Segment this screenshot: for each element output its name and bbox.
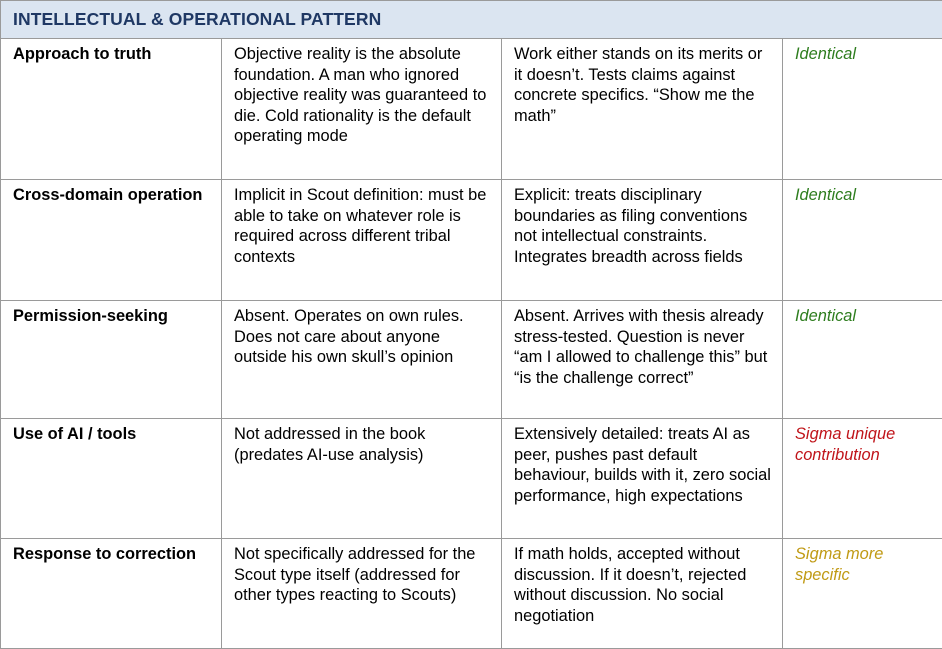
sigma-cell: Absent. Arrives with thesis already stress-tested. Question is never “am I allowed to challenge this” but “is the challenge correct” — [502, 301, 783, 419]
row-label: Response to correction — [1, 539, 222, 649]
table-row — [1, 39, 942, 180]
sigma-cell: If math holds, accepted without discussion. If it doesn’t, rejected without discussion. No social negotiation — [502, 539, 783, 649]
verdict-cell: Sigma unique contribution — [783, 419, 942, 539]
verdict-cell: Identical — [783, 301, 942, 419]
verdict-cell: Identical — [783, 39, 942, 180]
scout-cell: Objective reality is the absolute foundation. A man who ignored objective reality was guaranteed to die. Cold rationality is the default operating mode — [222, 39, 502, 180]
scout-cell: Implicit in Scout definition: must be able to take on whatever role is required across different tribal contexts — [222, 180, 502, 301]
scout-cell: Not addressed in the book (predates AI-use analysis) — [222, 419, 502, 539]
row-label: Use of AI / tools — [1, 419, 222, 539]
scout-cell: Not specifically addressed for the Scout type itself (addressed for other types reacting to Scouts) — [222, 539, 502, 649]
sigma-cell: Extensively detailed: treats AI as peer, pushes past default behaviour, builds with it, zero social performance, high expectations — [502, 419, 783, 539]
table-row — [1, 301, 942, 419]
row-label: Permission-seeking — [1, 301, 222, 419]
table-row — [1, 419, 942, 539]
sigma-cell: Work either stands on its merits or it doesn’t. Tests claims against concrete specifics. “Show me the math” — [502, 39, 783, 180]
row-label: Approach to truth — [1, 39, 222, 180]
verdict-cell: Identical — [783, 180, 942, 301]
section-header-row — [1, 1, 942, 39]
section-title: INTELLECTUAL & OPERATIONAL PATTERN — [1, 1, 942, 39]
verdict-cell: Sigma more specific — [783, 539, 942, 649]
scout-cell: Absent. Operates on own rules. Does not care about anyone outside his own skull’s opinion — [222, 301, 502, 419]
table-row — [1, 180, 942, 301]
sigma-cell: Explicit: treats disciplinary boundaries as filing conventions not intellectual constraints. Integrates breadth across fields — [502, 180, 783, 301]
row-label: Cross-domain operation — [1, 180, 222, 301]
table-row — [1, 539, 942, 649]
